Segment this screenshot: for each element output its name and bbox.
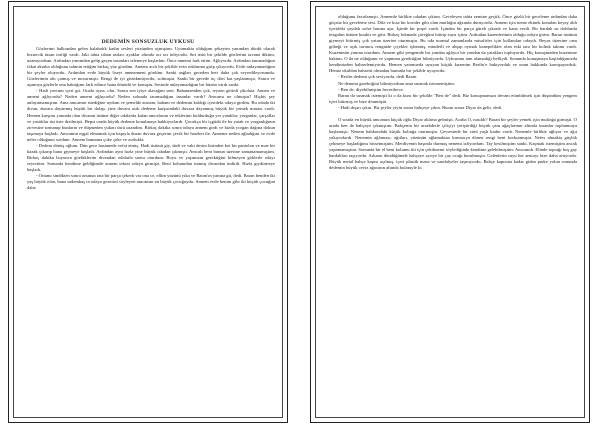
paragraph: - Ben de, diyebilmiştim hecerilerce. bbox=[338, 86, 404, 92]
paragraph: Ne demem gerektiğini bilmiyordum ama susmak istememiştim. bbox=[338, 80, 455, 86]
chapter-title: DEDEMİN SONSUZLUK UYKUSU bbox=[101, 39, 195, 45]
paragraph: - Hadi dışarı çıkın. Bir şeyler yiyin sonra bahçeye çıkın. Buran sonra Diyar da gelir, dedi. bbox=[338, 104, 503, 110]
paragraph: - Hadi yavrum içeri git. Orada oyna, olur. Sonra sen iyiye alacağım seni. Babannenden çok, teyzen getirdi çikolata. Annen ve anneni ağlıyordu? Neden annem ağlıyordu? Neden solunda taramadığım insanlar vardı? Amcamı ne olmuştu? Hiçbir şey anlayamamıştım. Ama amcamın istediğine uydum ve şemelde arınam, babam ve dedemin kaldığı içerideki odaya girdim. Bu odada iki divan, duvara dayanmış büyük bir dolap, yine duvara asılı dedeme karşısındaki duvara dayanmış büyük bir yemek masası vardı. Hemen karşımı yanında olan divanın üstüne diğer odalarda kalan amcalarını ve teklerimi kuldurduğu yer yataklar, yorganlar, çarşaflar ve yastıklar üst üste dizilmişti. Hepsi orada büyük dedeme konulmaya hakkiyorlardı. Çocukça bir içgüdü ile bu yatak ve yorganlığının zirvesine tırmanıp bunların ve düşmeden yukarı üstü uzandım. Birkaç dakika sonra odaya annem girdi ve bizda yorgan dağına dokun taşımaya başladı. Amcamın eşgal elmamak için kapıyla duran duvara geçerim çevik bir hareket ile. Anneme neden ağladığını ve evde neler olduğunu sordum. Annem bununna çoke çeke ve zorlukla: bbox=[27, 88, 275, 142]
left-page bbox=[8, 1, 288, 423]
paragraph: olduğunu fazırlamıştı. Annemle birlikte odadan çıktım. Geceleyen tahta zemine geçtik. Önce gözlü bir geceleme ardından daha güçsüz bir geceleme sesi. Dilz ve kısa bir korider gibi olan mutfağın ağzında duruyordu. Annem için neme ekmek konulan keyay aldı içerideki çaydalı sofra basına aşır. İçinde bir poşet vardı. İçinden bir parça gürek çıkardı ve bana verdi. Bir bardak su doldurdu tezgahın üstüne bıraktı ve gitti. Birkaç lokmada çöreğimi bitirip suyu içtim. Ardından kuzenlerimin olduğu odaya girim. Baran üstümü giymeyi bitirmiş çok yatan üzerine oturmuştu. Bu oda normal zamanlarda misafirler için kullanılan odaydı. Beyaz tüzerine cam göbeği ve açık turuncu renginde çiçekler işlenmiş, minderli ve ahşap oymalı kanepelikler olan eski tarz bir koltuk takımı vardı. Kuzenimin yanına oturdum. Annem gibi yengemde bir yandan ağlıyor bir yandan da yatakları topluyordu. Hiç konuşmadan kuzenime baktım. O da ne olduğunu ve yapmam gerektiğini bilmiyordu. Uykusunu tam alamadığı belliydi. Sonunda konuşmaya başladığımızda kendimizden bahsedemiyordu. Hemen yanımızda uyuyan küçük kuzenim Berfin'e bakıyorduk ve onun hakkında konuşuyorduk. Henüz okuldan bahsetti olmadan bununla bir şekilde uyuyordu. bbox=[329, 14, 577, 74]
right-page-body bbox=[329, 14, 577, 408]
paragraph: - Ortamı sindikten sonra onunun ona bir parça çekerk var ona ce, ellim yüzünü yıka ve Baran'ın yanına git, dedi. Baran benden iki yaş büyük olan, bana sadembaş ta odaya gezerini söyleyen amcamın en büyük çocuğuydu. Annem evde benim gibi iki küçük çocuğun daha bbox=[27, 172, 275, 191]
right-page bbox=[310, 1, 590, 423]
paragraph: Gözlerimi balkondan gelen kalabalık kadın sesleri yüzünden açmıştım. Uyumakta olduğum şekeyim yanından dördü olarak hızırecik insan trafiği vardı. Jaki tahta taban asılacı ayaklar altında acı acı inliyordu. Sırt üstü bir şekilde gözlerimi tavana diktim, uzanıyordum. Ardından yanımdan gelip geçen insanları izlemeye başladım. Önce annemi fark ettim. Ağlıyordu. Ardından tanımadığım fakat akraba olduğunu tahmin ettiğim birkaç yüz gördüm. Annem acılı bir şekilde evin odalarına girip çıkıyordu. Evde anlayamadığım bir şeyler oluyordu. Ardından evde büyük liseyi anneanneni gördüm. Sanki aağları geceden beri daha çok seyredileyorumdu. Gözlerimin altı çatmış ve morarmıştı. Rengi de iyi gözükmüyordu, solmuştu. Sanki bir gecede üç dört kat yaşlanmıştı. Sonra ve aşamıya gözlerle ona baktığımı fark edince hana dönüdü ve konuştu. Sesinde anlayamadığım bir hüzün vardı sanki: bbox=[27, 46, 275, 88]
paragraph: O sırada en büyük amcamın küçük oğlu Diyar aklıma gelmişti. Acaba O, nasıldı? Baran bir şeyler yemek için mutfağa girmişti. O arada ben de bahçeye çıkmıştım. Bahçenin bir arsakderle çiftçiyi yetiştirdiği büyük çam ağaçlarının altında insanlar toplanmaya başlamıştı. Nenem bahkondaki küçük koltuğa oturmuştu. Çevresinde bir sürü yaşlı kadın vardı. Nenemle birlikte ağlıyor ve ağıt yakıyorlardı. Nenemin ağlaması, ağıtları, yüzünün ağlamaktan kırmızıya dönen rengi beni korkutmuştu. Nefes almakta güçlük çekmeye başladığımı hissetmiştim. Merdivenin başında durmuş nenemi izliyordum. Tay kesilmiştim sanki. Kaçmak istemiştim ancak yapamamıştım. Sonunda bir el beni kolumu itti için çekilmemi söylediğinde kendime gelebilmiştim: Amcamdı. Elinde toprağı boş gay bardakları taşıyordu. Arkamı döndüğümde bahçeye ayrıye bir çay ocağı kurulmuştu. Gelenlerin suyu her amcayı bize daha artıyordu. Büyük metal bahçe kapısı açılmış, içeri plastik masa ve sandalyeler taşınıyordu. Bahçe kapısına kadar giden parke yolun sonunda dedemin büyük ceviz ağacının altında bulanıyle ki bbox=[329, 116, 577, 171]
paragraph: - Berfin dedemi çok seviyordu, dedi Baran bbox=[338, 74, 417, 80]
paragraph: - Dedem dönüş oğlum. Dün gece hastanede vefat etmiş. Hadi üstünü giy, dadi ve vaki derim birinden kot bir pantolon ve mae bir kazak çıkarıp bana giymeye başladı. Ardından ayni hızla yine büyük odadan çıkmıştı. Amcalı beni bunun üzerine zamanamamıştım. Birkaç dakika boyunca gözlüklerim divandan odalarla sonra oturdum. Boyu ve yaşımızın gerektiğini bilmeyen göklerle odayı seyrettim. Sonunda kendime geldiğimde annem tekrar odaya girmişti. Beni koluundan tutmuş divandan indirdi. Hızla giydirmeye başladı. bbox=[27, 142, 275, 172]
left-page-body bbox=[27, 46, 275, 408]
paragraph: Baran da susmak istemişti ki o da kuru bir şekilde "Ben de" dedi. Biz konuşmamıza devam ettmbilmek için düşündüm yengem içeri bitirmiş ve bize dönmüştü. bbox=[329, 92, 577, 104]
